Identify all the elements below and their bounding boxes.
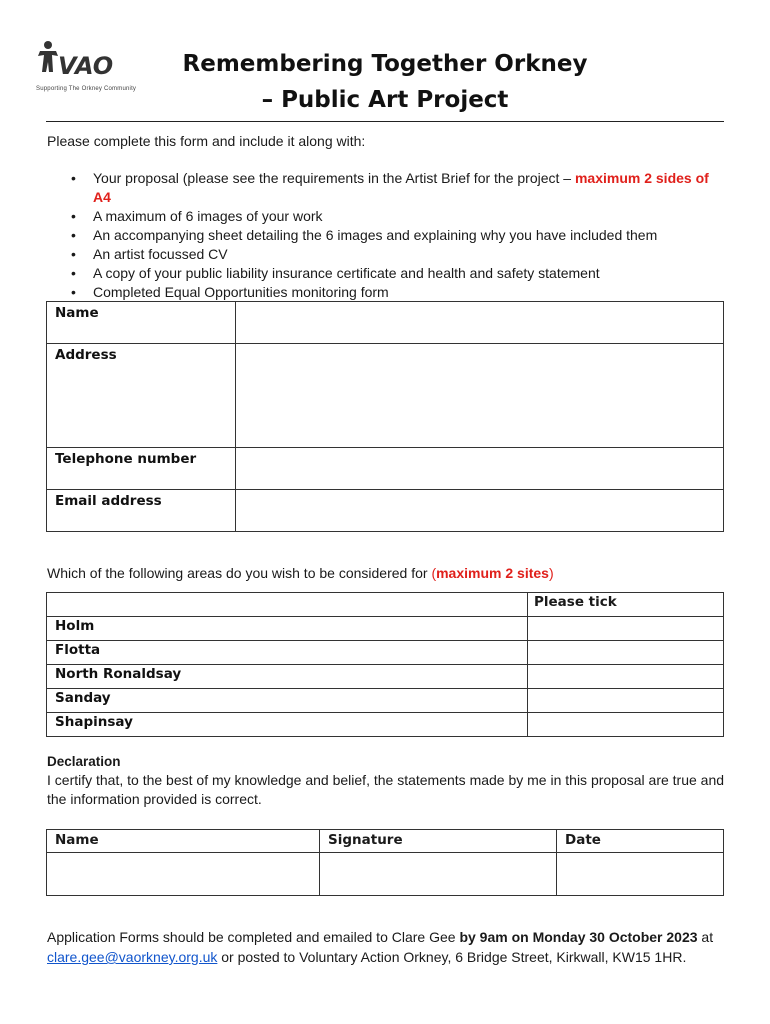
bullet-icon: • xyxy=(71,265,76,281)
email-field[interactable] xyxy=(236,490,724,532)
declaration-text: I certify that, to the best of my knowledge and belief, the statements made by me in this proposal are true and the information provided is correct. xyxy=(47,772,725,807)
site-sanday: Sanday xyxy=(47,689,528,713)
deadline-text: by 9am on Monday 30 October 2023 xyxy=(459,929,698,945)
table-row xyxy=(47,853,724,896)
bullet-icon: • xyxy=(71,227,76,243)
requirements-list xyxy=(47,169,727,302)
list-item: • Your proposal (please see the requirements in the Artist Brief for the project – maximum 2 sides of A4 xyxy=(71,170,709,205)
logo-wordmark: VAO xyxy=(58,52,114,80)
title-line-2: – Public Art Project xyxy=(261,87,509,113)
table-row xyxy=(47,490,724,532)
tick-box-sanday[interactable] xyxy=(528,689,724,713)
tick-box-north-ronaldsay[interactable] xyxy=(528,665,724,689)
site-north-ronaldsay: North Ronaldsay xyxy=(47,665,528,689)
submission-instructions: Application Forms should be completed and emailed to Clare Gee by 9am on Monday 30 October 2023 at clare.gee@vaorkney.org.uk or posted to Voluntary Action Orkney, 6 Bridge Street, Kirkwall, KW15 1HR. xyxy=(47,929,714,965)
title-line-1: Remembering Together Orkney xyxy=(182,51,588,77)
logo-tagline: Supporting The Orkney Community xyxy=(36,86,137,92)
signature-field[interactable] xyxy=(320,853,557,896)
figure-icon xyxy=(38,41,58,72)
table-row xyxy=(47,344,724,448)
tick-box-holm[interactable] xyxy=(528,617,724,641)
header-blank-cell xyxy=(47,593,528,617)
header-divider xyxy=(46,121,724,122)
bullet-icon: • xyxy=(71,246,76,262)
signature-header: Signature xyxy=(320,830,557,853)
max-sites-highlight: maximum 2 sites xyxy=(436,565,549,581)
list-item: • An artist focussed CV xyxy=(71,246,228,262)
intro-text: Please complete this form and include it along with: xyxy=(47,133,366,149)
email-label: Email address xyxy=(47,490,236,532)
site-flotta: Flotta xyxy=(47,641,528,665)
please-tick-header: Please tick xyxy=(528,593,724,617)
page-title xyxy=(150,46,620,118)
table-row xyxy=(47,665,724,689)
list-item: • An accompanying sheet detailing the 6 images and explaining why you have included them xyxy=(71,227,658,243)
bullet-icon: • xyxy=(71,208,76,224)
table-row xyxy=(47,641,724,665)
site-holm: Holm xyxy=(47,617,528,641)
table-row xyxy=(47,689,724,713)
telephone-field[interactable] xyxy=(236,448,724,490)
areas-table xyxy=(46,592,724,737)
list-item: • Completed Equal Opportunities monitoring form xyxy=(71,284,389,300)
list-item: • A maximum of 6 images of your work xyxy=(71,208,323,224)
sig-name-header: Name xyxy=(47,830,320,853)
table-row xyxy=(47,448,724,490)
areas-question: Which of the following areas do you wish to be considered for (maximum 2 sites) xyxy=(47,565,554,581)
table-row xyxy=(47,713,724,737)
contact-email-link[interactable]: clare.gee@vaorkney.org.uk xyxy=(47,949,218,965)
contact-details-table xyxy=(46,301,724,532)
date-field[interactable] xyxy=(557,853,724,896)
max-sides-highlight: maximum 2 sides of A4 xyxy=(93,170,709,205)
sig-name-field[interactable] xyxy=(47,853,320,896)
name-field[interactable] xyxy=(236,302,724,344)
table-header-row xyxy=(47,830,724,853)
name-label: Name xyxy=(47,302,236,344)
list-item: • A copy of your public liability insurance certificate and health and safety statement xyxy=(71,265,600,281)
tick-box-shapinsay[interactable] xyxy=(528,713,724,737)
table-row xyxy=(47,302,724,344)
site-shapinsay: Shapinsay xyxy=(47,713,528,737)
telephone-label: Telephone number xyxy=(47,448,236,490)
table-header-row xyxy=(47,593,724,617)
bullet-icon: • xyxy=(71,170,76,186)
address-label: Address xyxy=(47,344,236,448)
signature-table xyxy=(46,829,724,896)
bullet-icon: • xyxy=(71,284,76,300)
declaration-heading: Declaration xyxy=(47,754,121,769)
table-row xyxy=(47,617,724,641)
address-field[interactable] xyxy=(236,344,724,448)
tick-box-flotta[interactable] xyxy=(528,641,724,665)
date-header: Date xyxy=(557,830,724,853)
